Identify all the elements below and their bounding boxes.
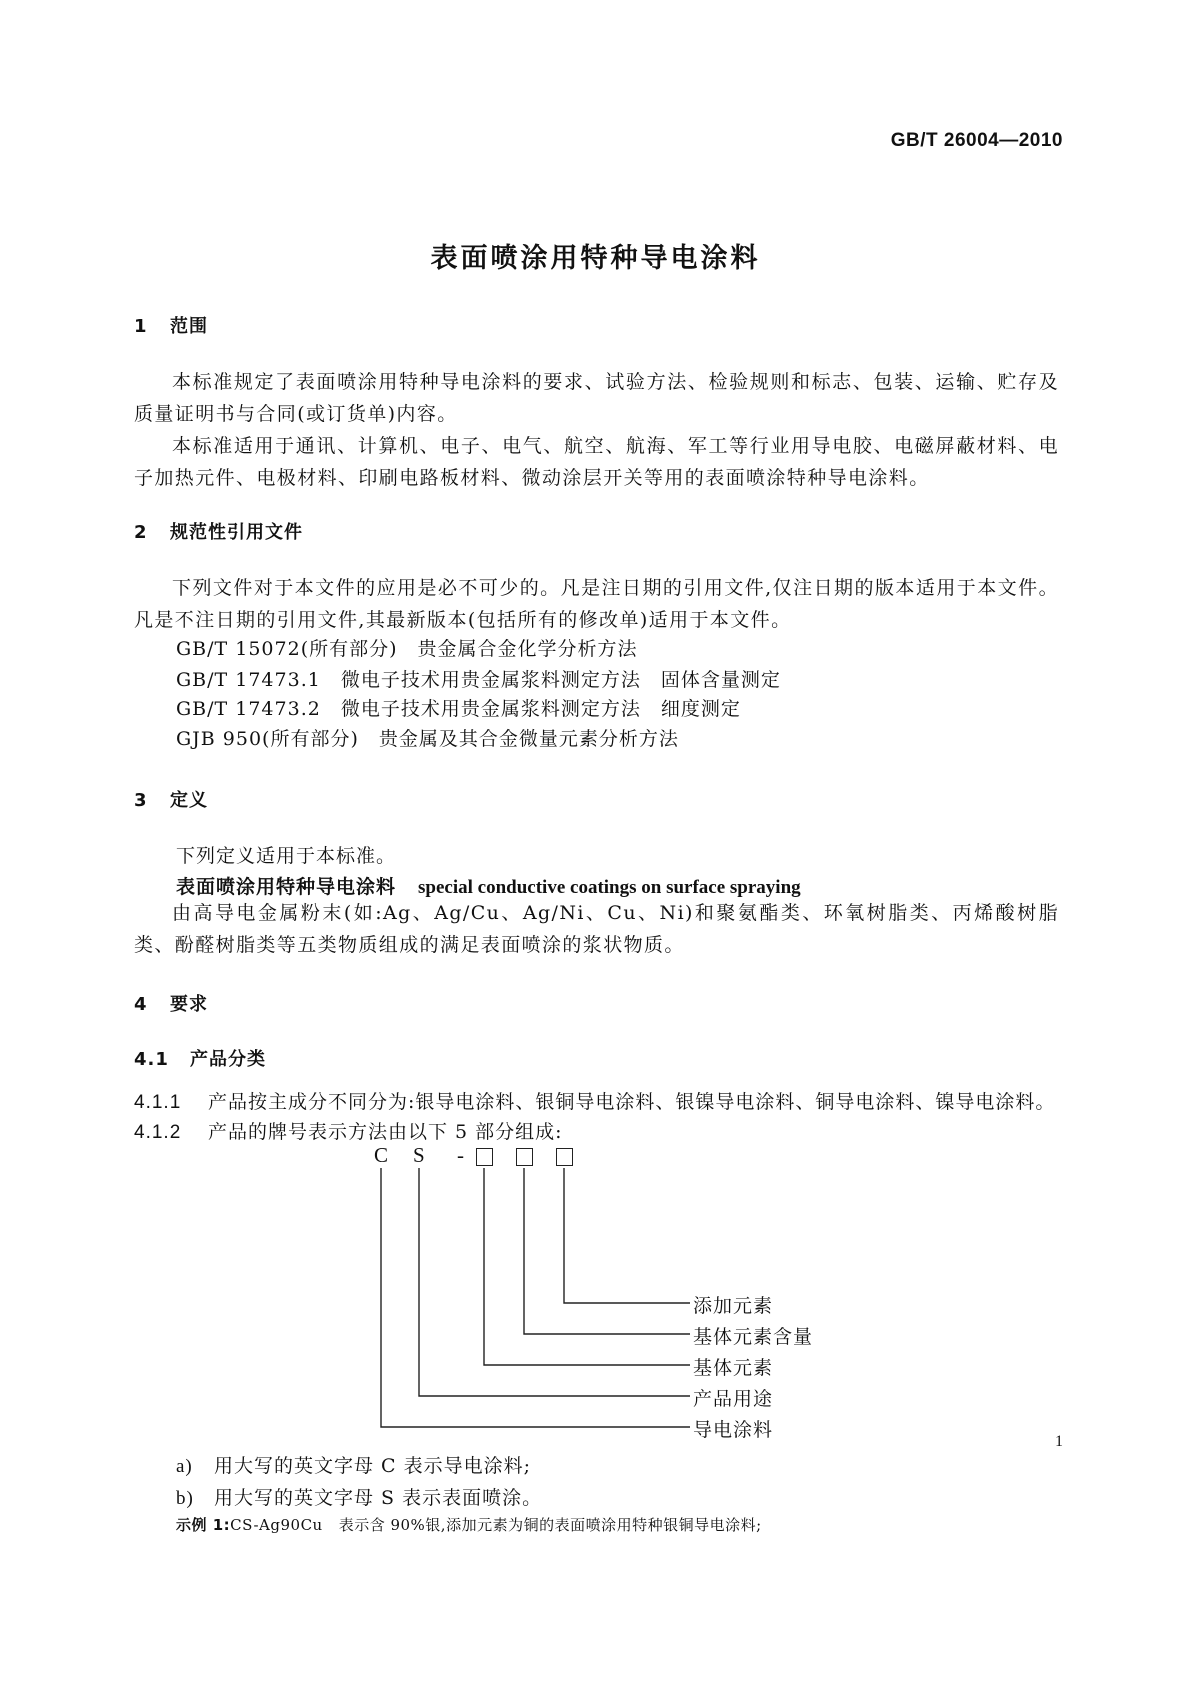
diagram-label-base-content: 基体元素含量 bbox=[693, 1326, 814, 1348]
section-title: 定义 bbox=[170, 790, 208, 811]
subsection-number: 4.1 bbox=[134, 1049, 169, 1070]
term-english: special conductive coatings on surface spraying bbox=[418, 877, 801, 898]
example-1 bbox=[176, 1514, 762, 1535]
section-title: 规范性引用文件 bbox=[170, 522, 303, 543]
page-number: 1 bbox=[1055, 1433, 1063, 1450]
paragraph: 下列文件对于本文件的应用是必不可少的。凡是注日期的引用文件,仅注日期的版本适用于本文件。凡是不注日期的引用文件,其最新版本(包括所有的修改单)适用于本文件。 bbox=[134, 577, 1059, 631]
reference-title: 微电子技术用贵金属浆料测定方法 细度测定 bbox=[340, 698, 741, 720]
diagram-label-base-element: 基体元素 bbox=[693, 1357, 774, 1379]
list-item bbox=[176, 1451, 531, 1478]
list-item bbox=[176, 1483, 542, 1510]
document-title: 表面喷涂用特种导电涂料 bbox=[430, 243, 761, 274]
reference-title: 贵金属合金化学分析方法 bbox=[417, 638, 638, 660]
leader-line bbox=[564, 1168, 690, 1303]
paragraph: 本标准适用于通讯、计算机、电子、电气、航空、航海、军工等行业用导电胶、电磁屏蔽材料、电子加热元件、电极材料、印刷电路板材料、微动涂层开关等用的表面喷涂特种导电涂料。 bbox=[134, 435, 1059, 489]
reference-title: 贵金属及其合金微量元素分析方法 bbox=[378, 728, 679, 750]
reference-code: GB/T 17473.2 bbox=[176, 698, 321, 720]
list-marker: a) bbox=[176, 1456, 193, 1477]
section-number: 2 bbox=[134, 522, 148, 543]
term-chinese: 表面喷涂用特种导电涂料 bbox=[176, 876, 397, 898]
leader-line bbox=[524, 1168, 690, 1334]
list-text: 用大写的英文字母 C 表示导电涂料; bbox=[214, 1455, 532, 1477]
section-number: 3 bbox=[134, 790, 148, 811]
list-text: 用大写的英文字母 S 表示表面喷涂。 bbox=[214, 1487, 543, 1509]
section-number: 4 bbox=[134, 994, 148, 1015]
diagram-letter-c: C bbox=[374, 1143, 389, 1167]
leader-line bbox=[381, 1168, 690, 1427]
subsection-title: 产品分类 bbox=[190, 1049, 266, 1070]
list-marker: b) bbox=[176, 1488, 194, 1509]
clause-text: 产品的牌号表示方法由以下 5 部分组成: bbox=[208, 1121, 563, 1143]
example-text: 表示含 90%银,添加元素为铜的表面喷涂用特种银铜导电涂料; bbox=[338, 1516, 762, 1534]
diagram-letter-s: S bbox=[413, 1143, 425, 1167]
reference-code: GB/T 17473.1 bbox=[176, 669, 321, 691]
reference-code: GB/T 15072(所有部分) bbox=[176, 638, 398, 660]
reference-code: GJB 950(所有部分) bbox=[176, 728, 359, 750]
reference-title: 微电子技术用贵金属浆料测定方法 固体含量测定 bbox=[340, 669, 781, 691]
definition-intro: 下列定义适用于本标准。 bbox=[176, 845, 397, 867]
clause-number: 4.1.2 bbox=[134, 1122, 182, 1143]
section-title: 要求 bbox=[170, 994, 208, 1015]
clause-number: 4.1.1 bbox=[134, 1092, 182, 1113]
diagram-label-product-use: 产品用途 bbox=[693, 1388, 774, 1410]
clause-text: 产品按主成分不同分为:银导电涂料、银铜导电涂料、银镍导电涂料、铜导电涂料、镍导电涂料。 bbox=[208, 1091, 1056, 1113]
paragraph: 由高导电金属粉末(如:Ag、Ag/Cu、Ag/Ni、Cu、Ni)和聚氨酯类、环氧树脂类、丙烯酸树脂类、酚醛树脂类等五类物质组成的满足表面喷涂的浆状物质。 bbox=[134, 902, 1059, 956]
diagram-label-coating: 导电涂料 bbox=[693, 1419, 774, 1441]
diagram-dash: - bbox=[457, 1143, 464, 1167]
leader-line bbox=[419, 1168, 690, 1396]
example-code: CS-Ag90Cu bbox=[230, 1516, 323, 1534]
example-label: 示例 1: bbox=[176, 1516, 231, 1534]
paragraph: 本标准规定了表面喷涂用特种导电涂料的要求、试验方法、检验规则和标志、包装、运输、贮存及质量证明书与合同(或订货单)内容。 bbox=[134, 371, 1059, 425]
section-title: 范围 bbox=[170, 316, 208, 337]
leader-line bbox=[484, 1168, 690, 1365]
section-number: 1 bbox=[134, 316, 148, 337]
diagram-label-additive: 添加元素 bbox=[693, 1295, 774, 1317]
standard-code: GB/T 26004—2010 bbox=[890, 130, 1063, 151]
